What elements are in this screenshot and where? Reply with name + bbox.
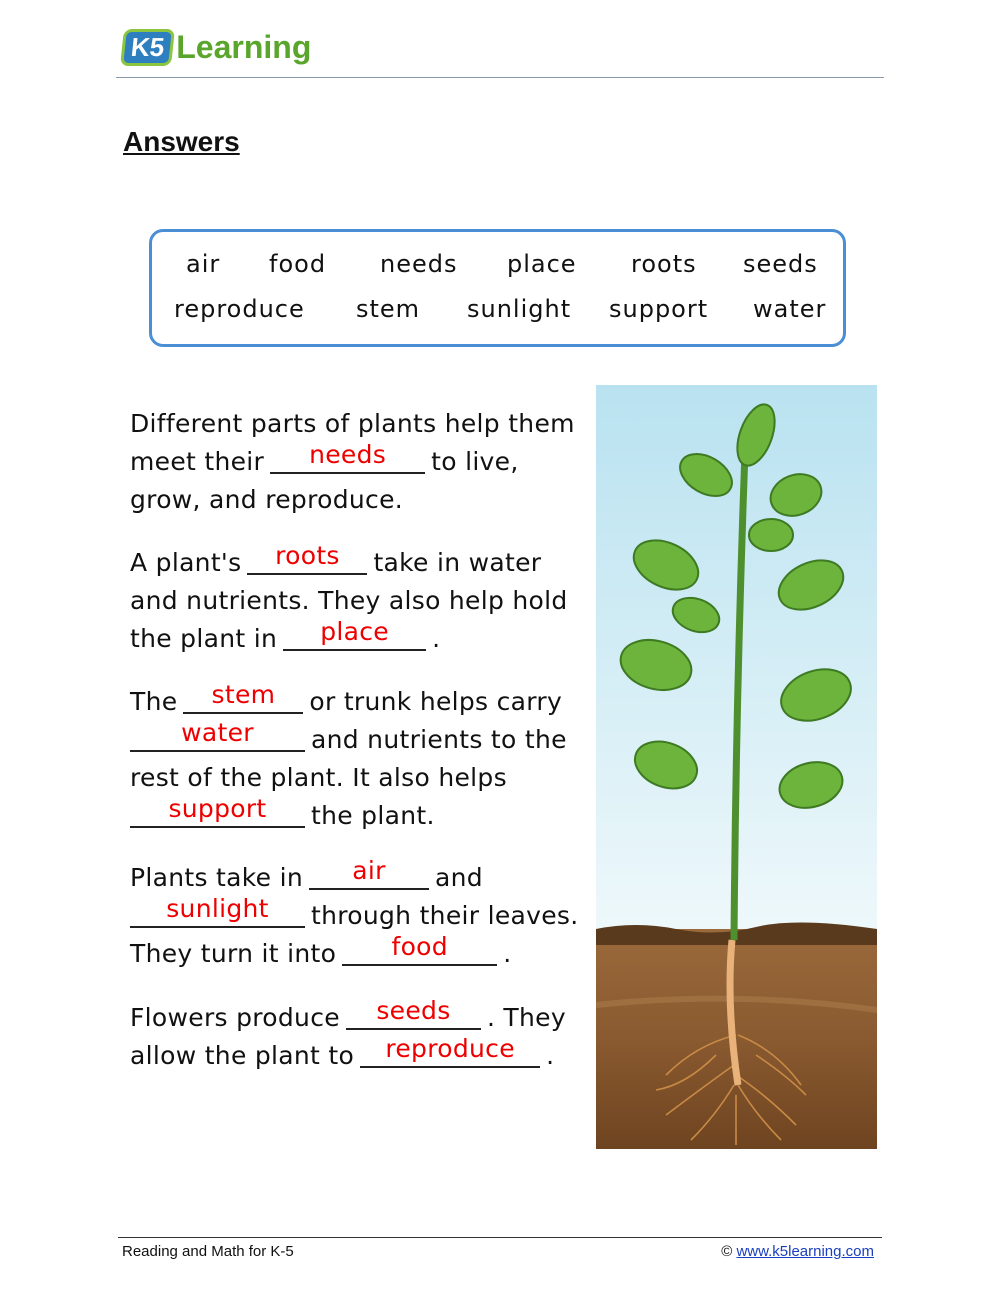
page-title: Answers bbox=[123, 126, 240, 157]
paragraph bbox=[130, 854, 578, 968]
text-line bbox=[130, 539, 568, 577]
text-line bbox=[130, 754, 567, 792]
word-bank-item: sunlight bbox=[467, 295, 572, 323]
sentence-text: the plant. bbox=[311, 801, 435, 830]
text-line bbox=[130, 716, 567, 754]
answer-blank: sunlight bbox=[130, 894, 305, 928]
sentence-text: Flowers produce bbox=[130, 1003, 340, 1032]
footer-copyright bbox=[721, 1243, 874, 1260]
sentence-text: Plants take in bbox=[130, 863, 303, 892]
word-bank-item: support bbox=[609, 295, 709, 323]
text-line bbox=[130, 854, 578, 892]
sentence-text: and nutrients to the bbox=[311, 725, 567, 754]
sentence-text: grow, and reproduce. bbox=[130, 485, 404, 514]
sentence-text: Different parts of plants help them bbox=[130, 409, 575, 438]
sentence-text: through their leaves. bbox=[311, 901, 579, 930]
word-bank-item: reproduce bbox=[174, 295, 305, 323]
sentence-text: the plant in bbox=[130, 624, 278, 653]
k5-website-link[interactable]: www.k5learning.com bbox=[736, 1243, 874, 1260]
answer-blank: seeds bbox=[346, 996, 481, 1030]
paragraph bbox=[130, 400, 575, 514]
answer-blank: place bbox=[283, 617, 426, 651]
logo-text: Learning bbox=[176, 28, 312, 65]
paragraph bbox=[130, 994, 566, 1070]
text-line bbox=[130, 476, 575, 514]
answer-blank: air bbox=[309, 856, 429, 890]
sentence-text: and bbox=[435, 863, 483, 892]
sentence-text: and nutrients. They also help hold bbox=[130, 586, 568, 615]
sentence-text: . bbox=[503, 939, 512, 968]
answer-blank: stem bbox=[183, 680, 303, 714]
text-line bbox=[130, 792, 567, 830]
sentence-text: The bbox=[130, 687, 178, 716]
word-bank-item: stem bbox=[356, 295, 421, 323]
answer-blank: needs bbox=[270, 440, 425, 474]
word-bank-item: needs bbox=[380, 250, 458, 278]
text-line bbox=[130, 615, 568, 653]
answer-blank: reproduce bbox=[360, 1034, 540, 1068]
word-bank-item: water bbox=[753, 295, 827, 323]
sentence-text: rest of the plant. It also helps bbox=[130, 763, 507, 792]
header-divider bbox=[116, 77, 884, 78]
sentence-text: A plant's bbox=[130, 548, 242, 577]
text-line bbox=[130, 994, 566, 1032]
text-line bbox=[130, 577, 568, 615]
text-line bbox=[130, 400, 575, 438]
footer-divider bbox=[118, 1237, 882, 1238]
word-bank-item: place bbox=[507, 250, 577, 278]
paragraph bbox=[130, 539, 568, 653]
word-bank-item: seeds bbox=[743, 250, 818, 278]
text-line bbox=[130, 892, 578, 930]
sentence-text: . bbox=[432, 624, 441, 653]
k5-learning-logo bbox=[122, 22, 311, 72]
copyright-symbol: © bbox=[721, 1243, 733, 1260]
word-bank-item: food bbox=[269, 250, 327, 278]
plant-illustration bbox=[596, 385, 877, 1149]
answer-blank: roots bbox=[247, 541, 367, 575]
sentence-text: or trunk helps carry bbox=[309, 687, 563, 716]
answer-blank: food bbox=[342, 932, 497, 966]
sentence-text: to live, bbox=[431, 447, 519, 476]
sentence-text: . They bbox=[486, 1003, 566, 1032]
sentence-text: meet their bbox=[130, 447, 265, 476]
word-bank bbox=[149, 229, 846, 347]
footer-tagline: Reading and Math for K-5 bbox=[122, 1243, 294, 1260]
word-bank-item: roots bbox=[631, 250, 697, 278]
sentence-text: They turn it into bbox=[130, 939, 337, 968]
word-bank-item: air bbox=[186, 250, 221, 278]
text-line bbox=[130, 438, 575, 476]
sentence-text: . bbox=[546, 1041, 555, 1070]
answer-blank: water bbox=[130, 718, 305, 752]
logo-k5: K5 bbox=[120, 29, 175, 66]
text-line bbox=[130, 678, 567, 716]
text-line bbox=[130, 1032, 566, 1070]
sentence-text: allow the plant to bbox=[130, 1041, 355, 1070]
sentence-text: take in water bbox=[373, 548, 542, 577]
paragraph bbox=[130, 678, 567, 830]
answer-blank: support bbox=[130, 794, 305, 828]
text-line bbox=[130, 930, 578, 968]
